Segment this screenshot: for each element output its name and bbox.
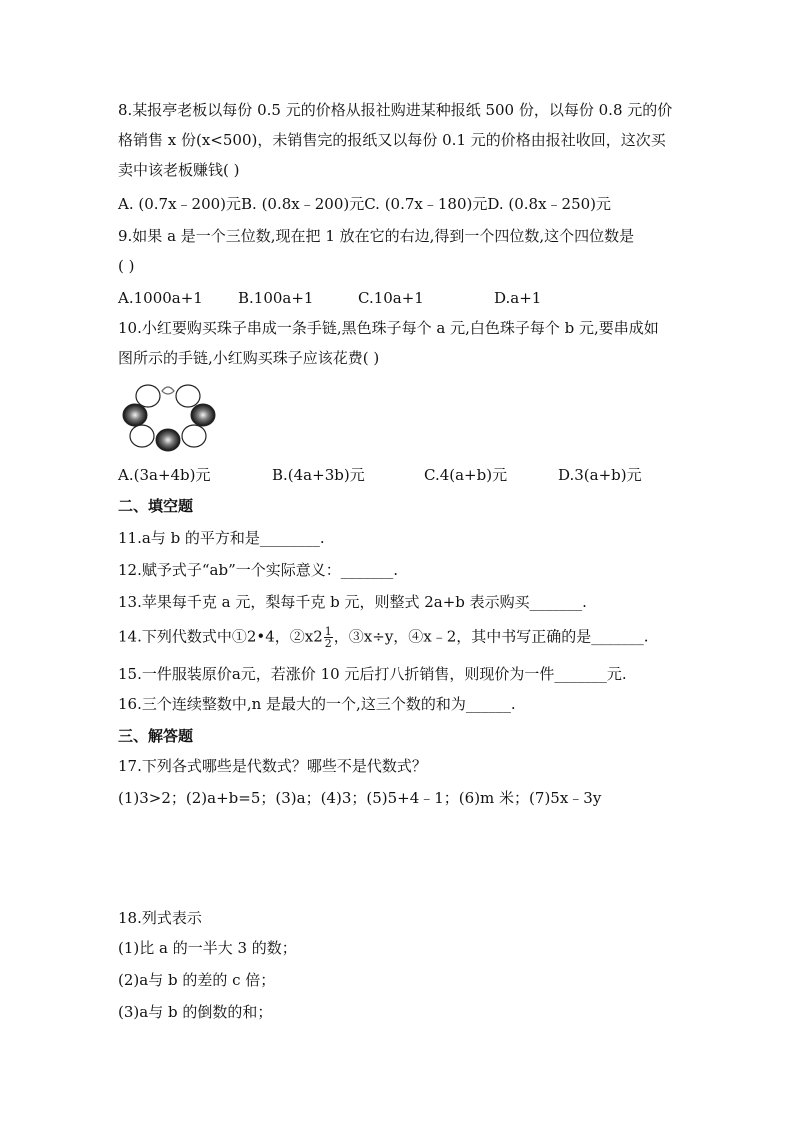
- q10-option-b: B.(4a+3b)元: [272, 466, 365, 484]
- q14-prefix: 14.下列代数式中①2•4，②x2: [118, 627, 323, 646]
- section-heading-fill-in: 二、填空题: [118, 497, 194, 515]
- q15: 15.一件服装原价a元，若涨价 10 元后打八折销售，则现价为一件_______元.: [118, 665, 627, 683]
- q10-option-a: A.(3a+4b)元: [118, 466, 211, 484]
- fraction-denominator: 2: [324, 637, 332, 650]
- bead-white: [176, 385, 200, 407]
- q13: 13.苹果每千克 a 元，梨每千克 b 元，则整式 2a+b 表示购买_______.: [118, 593, 587, 611]
- q9-option-b: B.100a+1: [238, 289, 314, 307]
- q14-suffix: ，③x÷y，④x﹣2，其中书写正确的是_______.: [333, 627, 649, 646]
- q10-option-c: C.4(a+b)元: [424, 466, 508, 484]
- q9-line2: ( ): [118, 257, 135, 275]
- bead-black: [123, 404, 147, 426]
- q8-options: A. (0.7x﹣200)元B. (0.8x﹣200)元C. (0.7x﹣180)元D. (0.8x﹣250)元: [118, 195, 612, 213]
- fraction-numerator: 1: [324, 625, 332, 638]
- q10-line2: 图所示的手链,小红购买珠子应该花费( ): [118, 349, 380, 367]
- bead-black: [156, 429, 180, 451]
- bead-white: [182, 425, 206, 447]
- q17-line2: (1)3>2；(2)a+b=5；(3)a；(4)3；(5)5+4﹣1；(6)m 米；(7)5x﹣3y: [118, 789, 602, 807]
- q14: [118, 626, 649, 649]
- q18-title: 18.列式表示: [118, 909, 202, 927]
- q17-line1: 17.下列各式哪些是代数式？哪些不是代数式？: [118, 757, 427, 775]
- q8-line2: 格销售 x 份(x<500)，未销售完的报纸又以每份 0.1 元的价格由报社收回，这次买: [118, 131, 666, 149]
- q9-option-c: C.10a+1: [358, 289, 424, 307]
- q12: 12.赋予式子“ab”一个实际意义：_______.: [118, 561, 399, 579]
- q9-line1: 9.如果 a 是一个三位数,现在把 1 放在它的右边,得到一个四位数,这个四位数是: [118, 227, 635, 245]
- q8-line1: 8.某报亭老板以每份 0.5 元的价格从报社购进某种报纸 500 份，以每份 0.8 元的价: [118, 101, 673, 119]
- q10-option-d: D.3(a+b)元: [558, 466, 642, 484]
- bead-black: [191, 404, 215, 426]
- q18-item: (1)比 a 的一半大 3 的数；: [118, 939, 297, 957]
- q10-line1: 10.小红要购买珠子串成一条手链,黑色珠子每个 a 元,白色珠子每个 b 元,要串成如: [118, 319, 659, 337]
- q18-item: (3)a与 b 的倒数的和；: [118, 1003, 273, 1021]
- section-heading-solve: 三、解答题: [118, 727, 194, 745]
- q8-line3: 卖中该老板赚钱( ): [118, 161, 240, 179]
- bead-white: [136, 385, 160, 407]
- bracelet-figure: [118, 380, 218, 452]
- q16: 16.三个连续整数中,n 是最大的一个,这三个数的和为______.: [118, 695, 516, 713]
- q14-fraction: [324, 626, 333, 649]
- q9-option-d: D.a+1: [494, 289, 542, 307]
- bead-white: [130, 425, 154, 447]
- q11: 11.a与 b 的平方和是________.: [118, 529, 325, 547]
- clasp-icon: [162, 387, 174, 394]
- q9-option-a: A.1000a+1: [118, 289, 203, 307]
- q18-item: (2)a与 b 的差的 c 倍；: [118, 971, 276, 989]
